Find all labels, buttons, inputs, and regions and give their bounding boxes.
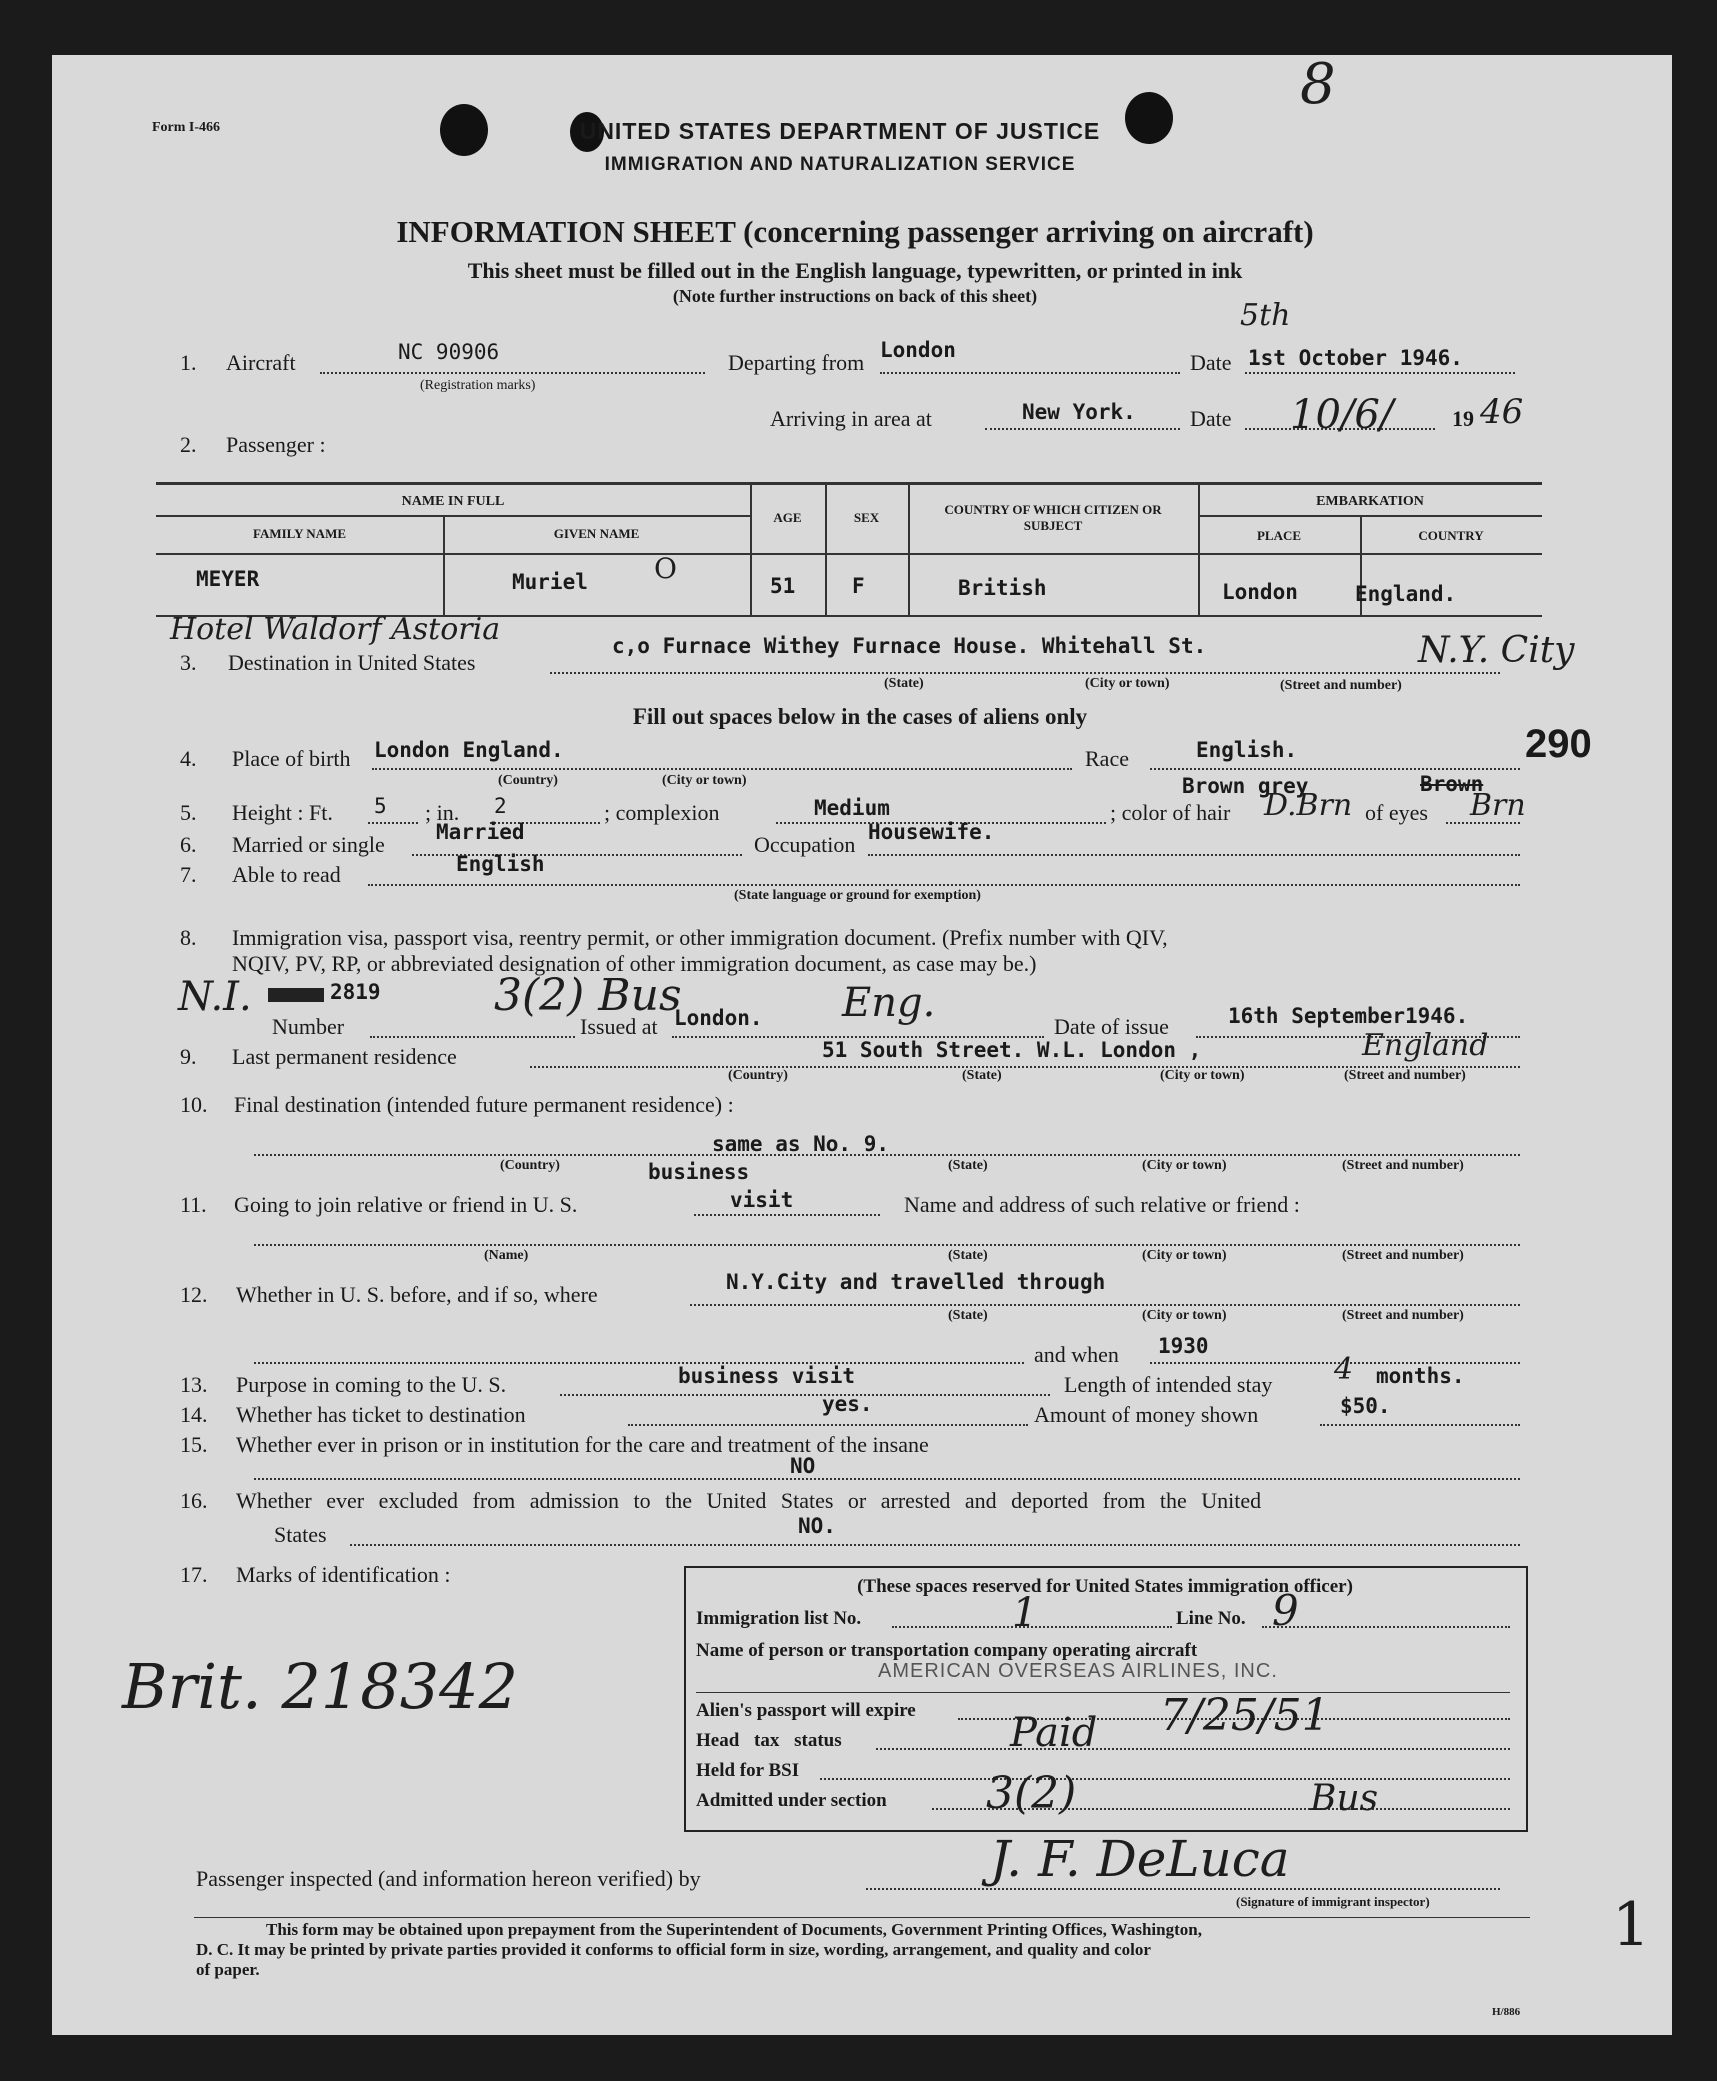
issue-date-value[interactable]: 16th September1946. bbox=[1228, 1004, 1469, 1028]
final-destination-city-caption: (City or town) bbox=[1142, 1158, 1227, 1173]
form-note: (Note further instructions on back of this sheet) bbox=[672, 286, 1038, 306]
complexion-label: ; complexion bbox=[604, 800, 720, 825]
admitted-section-label: Admitted under section bbox=[696, 1790, 887, 1811]
corner-number: 290 bbox=[1525, 722, 1592, 766]
table-col-divider-3 bbox=[825, 485, 827, 615]
item-17-number: 17. bbox=[180, 1562, 208, 1587]
departure-date-label: Date bbox=[1190, 350, 1232, 375]
prison-value[interactable]: NO bbox=[790, 1454, 816, 1478]
final-destination-country-caption: (Country) bbox=[500, 1158, 560, 1173]
item-5-number: 5. bbox=[180, 800, 197, 825]
departing-field-line bbox=[880, 372, 1180, 374]
document-prefix-handwritten: N.I. bbox=[178, 974, 252, 1020]
excluded-value[interactable]: NO. bbox=[798, 1514, 836, 1538]
destination-street-caption: (Street and number) bbox=[1280, 678, 1402, 693]
money-field-line bbox=[1320, 1424, 1520, 1426]
previous-visit-state-caption: (State) bbox=[948, 1308, 988, 1323]
final-destination-label: Final destination (intended future permanent residence) : bbox=[234, 1092, 734, 1117]
document-number-label: Number bbox=[272, 1014, 345, 1039]
margin-handwritten-mark: 1 bbox=[1612, 1890, 1651, 1960]
eyes-typed-value[interactable]: Brown bbox=[1420, 772, 1484, 796]
document-instructions-1: Immigration visa, passport visa, reentry permit, or other immigration document. (Prefix number with QIV, bbox=[232, 925, 1168, 950]
item-14-number: 14. bbox=[180, 1402, 208, 1427]
departure-date-line bbox=[1245, 372, 1515, 374]
purpose-label: Purpose in coming to the U. S. bbox=[236, 1372, 507, 1397]
service-heading: IMMIGRATION AND NATURALIZATION SERVICE bbox=[604, 154, 1076, 175]
arrival-date-label: Date bbox=[1190, 406, 1232, 431]
col-country-citizen: COUNTRY OF WHICH CITIZEN OR SUBJECT bbox=[944, 502, 1162, 533]
item-15-number: 15. bbox=[180, 1432, 208, 1457]
col-name-in-full: NAME IN FULL bbox=[401, 494, 505, 509]
relative-state-caption: (State) bbox=[948, 1248, 988, 1263]
last-residence-street-caption: (Street and number) bbox=[1344, 1068, 1466, 1083]
embark-country-value[interactable]: England. bbox=[1355, 582, 1457, 606]
birthplace-value[interactable]: London England. bbox=[374, 738, 564, 762]
relative-name-address-label: Name and address of such relative or friend : bbox=[904, 1192, 1300, 1217]
table-col-divider-2 bbox=[750, 485, 752, 615]
prison-label: Whether ever in prison or in institution for the care and treatment of the insane bbox=[236, 1432, 929, 1457]
arrival-date-value[interactable]: 10/6/ bbox=[1290, 392, 1394, 438]
hair-typed-value[interactable]: Brown grey bbox=[1182, 774, 1309, 798]
excluded-field-line bbox=[350, 1544, 1520, 1546]
height-in-label: ; in. bbox=[425, 800, 460, 825]
identification-handwritten[interactable]: Brit. 218342 bbox=[122, 1650, 519, 1723]
arrival-year-prefix: 19 bbox=[1452, 406, 1474, 431]
age-value[interactable]: 51 bbox=[770, 574, 796, 598]
line-number-line bbox=[1262, 1626, 1510, 1628]
document-number-typed[interactable]: 2819 bbox=[330, 980, 381, 1004]
previous-visit-value[interactable]: N.Y.City and travelled through bbox=[726, 1270, 1106, 1294]
stay-value[interactable]: months. bbox=[1376, 1364, 1465, 1388]
document-prefix-strike bbox=[268, 988, 324, 1002]
relative-name-caption: (Name) bbox=[484, 1248, 529, 1263]
item-2-number: 2. bbox=[180, 432, 197, 457]
occupation-field-line bbox=[868, 854, 1520, 856]
previous-visit-when-label: and when bbox=[1034, 1342, 1119, 1367]
ticket-field-line bbox=[628, 1424, 1028, 1426]
item-6-number: 6. bbox=[180, 832, 197, 857]
admitted-section-suffix[interactable]: Bus bbox=[1310, 1778, 1379, 1819]
col-given-name: GIVEN NAME bbox=[553, 526, 640, 541]
item-1-number: 1. bbox=[180, 350, 197, 375]
document-number-line bbox=[370, 1036, 575, 1038]
last-residence-state-caption: (State) bbox=[962, 1068, 1002, 1083]
purpose-field-line bbox=[560, 1394, 1050, 1396]
issue-date-label: Date of issue bbox=[1054, 1014, 1169, 1039]
col-place: PLACE bbox=[1256, 528, 1302, 543]
previous-visit-city-caption: (City or town) bbox=[1142, 1308, 1227, 1323]
prison-field-line bbox=[254, 1478, 1520, 1480]
departure-date-value[interactable]: 1st October 1946. bbox=[1248, 346, 1463, 370]
last-residence-country-caption: (Country) bbox=[728, 1068, 788, 1083]
money-value[interactable]: $50. bbox=[1340, 1394, 1391, 1418]
line-number-value[interactable]: 9 bbox=[1272, 1586, 1299, 1635]
footer-rule bbox=[194, 1917, 1530, 1918]
item-13-number: 13. bbox=[180, 1372, 208, 1397]
relative-name-address-line bbox=[254, 1244, 1520, 1246]
head-tax-value[interactable]: Paid bbox=[1010, 1710, 1098, 1756]
inspection-label: Passenger inspected (and information hereon verified) by bbox=[196, 1866, 701, 1891]
relative-label: Going to join relative or friend in U. S. bbox=[234, 1192, 578, 1217]
issued-at-label: Issued at bbox=[580, 1014, 658, 1039]
departing-value[interactable]: London bbox=[880, 338, 956, 362]
footer-line-3: of paper. bbox=[196, 1960, 260, 1979]
footer-code: H/886 bbox=[1492, 2006, 1521, 2018]
previous-visit-line-2 bbox=[254, 1362, 1024, 1364]
immigration-list-label: Immigration list No. bbox=[696, 1608, 862, 1629]
hair-handwritten-value[interactable]: D.Brn bbox=[1264, 788, 1353, 823]
height-ft-value[interactable]: 5 bbox=[374, 794, 387, 818]
item-16-number: 16. bbox=[180, 1488, 208, 1513]
table-subheader-rule-right bbox=[1198, 515, 1542, 517]
issued-at-value[interactable]: London. bbox=[674, 1006, 763, 1030]
table-subheader-rule-left bbox=[156, 515, 750, 517]
registration-caption: (Registration marks) bbox=[420, 378, 536, 393]
form-title: INFORMATION SHEET (concerning passenger arriving on aircraft) bbox=[396, 214, 1314, 249]
birthplace-field-line bbox=[372, 768, 1072, 770]
destination-state-caption: (State) bbox=[884, 676, 924, 691]
form-subtitle: This sheet must be filled out in the English language, typewritten, or printed in ink bbox=[467, 258, 1243, 283]
departure-date-correction: 5th bbox=[1240, 298, 1291, 333]
head-tax-line bbox=[876, 1748, 1510, 1750]
money-label: Amount of money shown bbox=[1034, 1402, 1259, 1427]
relative-value-top[interactable]: business bbox=[648, 1160, 750, 1184]
departing-label: Departing from bbox=[728, 350, 865, 375]
excluded-label-line2: States bbox=[274, 1522, 327, 1547]
read-caption: (State language or ground for exemption) bbox=[734, 888, 981, 903]
height-in-value[interactable]: 2 bbox=[494, 794, 507, 818]
corner-handwritten-mark: 8 bbox=[1300, 52, 1336, 117]
stay-label: Length of intended stay bbox=[1064, 1372, 1273, 1397]
race-value[interactable]: English. bbox=[1196, 738, 1298, 762]
item-10-number: 10. bbox=[180, 1092, 208, 1117]
final-destination-street-caption: (Street and number) bbox=[1342, 1158, 1464, 1173]
previous-visit-line bbox=[690, 1304, 1520, 1306]
birthplace-country-caption: (Country) bbox=[498, 773, 558, 788]
ticket-value[interactable]: yes. bbox=[822, 1392, 873, 1416]
complexion-value[interactable]: Medium bbox=[814, 796, 890, 820]
destination-handwritten-hotel: Hotel Waldorf Astoria bbox=[170, 612, 501, 647]
sex-value[interactable]: F bbox=[852, 574, 865, 598]
signature-caption: (Signature of immigrant inspector) bbox=[1236, 1894, 1430, 1909]
col-family-name: FAMILY NAME bbox=[252, 526, 347, 541]
destination-value[interactable]: c,o Furnace Withey Furnace House. Whitehall St. bbox=[612, 634, 1207, 658]
arrival-year-suffix[interactable]: 46 bbox=[1480, 392, 1524, 432]
item-12-number: 12. bbox=[180, 1282, 208, 1307]
destination-handwritten-city: N.Y. City bbox=[1418, 630, 1575, 671]
officer-box-heading: (These spaces reserved for United States immigration officer) bbox=[857, 1576, 1353, 1597]
birthplace-label: Place of birth bbox=[232, 746, 351, 771]
form-id: Form I-466 bbox=[152, 120, 221, 135]
inspector-signature[interactable]: J. F. DeLuca bbox=[990, 1830, 1290, 1888]
eyes-handwritten-value[interactable]: Brn bbox=[1470, 788, 1526, 823]
aliens-only-heading: Fill out spaces below in the cases of aliens only bbox=[632, 704, 1088, 729]
admitted-section-value[interactable]: 3(2) bbox=[986, 1768, 1077, 1819]
previous-visit-label: Whether in U. S. before, and if so, where bbox=[236, 1282, 598, 1307]
immigration-list-value[interactable]: 1 bbox=[1012, 1590, 1038, 1636]
excluded-label-line1: Whether ever excluded from admission to the United States or arrested and deported from the United bbox=[236, 1488, 1262, 1513]
item-9-number: 9. bbox=[180, 1044, 197, 1069]
punch-hole-right bbox=[1125, 92, 1173, 144]
family-name-value[interactable]: MEYER bbox=[196, 567, 260, 591]
read-label: Able to read bbox=[232, 862, 341, 887]
head-tax-label: Head tax status bbox=[696, 1730, 842, 1751]
last-residence-city-caption: (City or town) bbox=[1160, 1068, 1245, 1083]
relative-field-line bbox=[694, 1214, 880, 1216]
aircraft-field-line bbox=[320, 372, 705, 374]
final-destination-value[interactable]: same as No. 9. bbox=[712, 1132, 890, 1156]
height-label: Height : Ft. bbox=[232, 800, 333, 825]
stay-handwritten[interactable]: 4 bbox=[1334, 1352, 1354, 1387]
document-instructions-2: NQIV, PV, RP, or abbreviated designation of other immigration document, as case may be.) bbox=[232, 951, 1037, 976]
col-country: COUNTRY bbox=[1418, 528, 1484, 543]
item-11-number: 11. bbox=[180, 1192, 207, 1217]
punch-hole-left bbox=[440, 104, 488, 156]
occupation-label: Occupation bbox=[754, 832, 856, 857]
item-7-number: 7. bbox=[180, 862, 197, 887]
held-bsi-line bbox=[820, 1778, 1510, 1780]
aircraft-label: Aircraft bbox=[226, 350, 296, 375]
embark-place-value[interactable]: London bbox=[1222, 580, 1298, 604]
footer-line-2: D. C. It may be printed by private parties provided it conforms to official form in size, wording, arrangement, and quality and color bbox=[196, 1940, 1151, 1959]
arriving-label: Arriving in area at bbox=[770, 406, 932, 431]
arriving-value[interactable]: New York. bbox=[1022, 400, 1136, 424]
line-number-label: Line No. bbox=[1176, 1608, 1246, 1629]
citizen-value[interactable]: British bbox=[958, 576, 1047, 600]
footer-line-1: This form may be obtained upon prepayment from the Superintendent of Documents, Government Printing Offices, Washington, bbox=[266, 1920, 1202, 1939]
operator-stamp[interactable]: AMERICAN OVERSEAS AIRLINES, INC. bbox=[878, 1660, 1278, 1682]
item-3-number: 3. bbox=[180, 650, 197, 675]
relative-city-caption: (City or town) bbox=[1142, 1248, 1227, 1263]
table-top-rule bbox=[156, 482, 1542, 485]
final-destination-state-caption: (State) bbox=[948, 1158, 988, 1173]
purpose-value[interactable]: business visit bbox=[678, 1364, 856, 1388]
passport-expire-label: Alien's passport will expire bbox=[696, 1700, 916, 1721]
col-age: AGE bbox=[773, 510, 802, 525]
department-heading: UNITED STATES DEPARTMENT OF JUSTICE bbox=[579, 118, 1101, 144]
race-field-line bbox=[1150, 768, 1520, 770]
last-residence-handwritten: England bbox=[1362, 1028, 1489, 1063]
marital-value[interactable]: Married bbox=[436, 820, 525, 844]
relative-street-caption: (Street and number) bbox=[1342, 1248, 1464, 1263]
col-embarkation: EMBARKATION bbox=[1316, 494, 1424, 509]
col-sex: SEX bbox=[853, 510, 880, 525]
marital-label: Married or single bbox=[232, 832, 385, 857]
given-name-value[interactable]: Muriel bbox=[512, 570, 588, 594]
destination-city-caption: (City or town) bbox=[1085, 676, 1170, 691]
operator-line bbox=[696, 1692, 1510, 1693]
table-header-bottom-rule bbox=[156, 553, 1542, 555]
signature-line bbox=[866, 1888, 1500, 1890]
table-col-divider-4 bbox=[908, 485, 910, 615]
hair-color-label: ; color of hair bbox=[1110, 800, 1231, 825]
eyes-color-label: of eyes bbox=[1365, 800, 1428, 825]
item-4-number: 4. bbox=[180, 746, 197, 771]
item-8-number: 8. bbox=[180, 925, 197, 950]
birthplace-city-caption: (City or town) bbox=[662, 773, 747, 788]
held-bsi-label: Held for BSI bbox=[696, 1760, 800, 1781]
height-ft-line bbox=[368, 822, 418, 824]
document-section-handwritten: 3(2) Bus bbox=[494, 970, 682, 1021]
read-field-line bbox=[368, 884, 1520, 886]
passenger-label: Passenger : bbox=[226, 432, 326, 457]
last-residence-value[interactable]: 51 South Street. W.L. London , bbox=[822, 1038, 1202, 1062]
issued-at-handwritten: Eng. bbox=[842, 980, 936, 1026]
race-label: Race bbox=[1085, 746, 1129, 771]
identification-label: Marks of identification : bbox=[236, 1562, 451, 1587]
ticket-label: Whether has ticket to destination bbox=[236, 1402, 526, 1427]
operator-label: Name of person or transportation company operating aircraft bbox=[696, 1640, 1198, 1661]
arriving-field-line bbox=[985, 428, 1180, 430]
destination-field-line bbox=[550, 672, 1500, 674]
aircraft-value[interactable]: NC 90906 bbox=[398, 340, 500, 364]
destination-label: Destination in United States bbox=[228, 650, 476, 675]
given-name-mark: O bbox=[654, 552, 677, 585]
last-residence-label: Last permanent residence bbox=[232, 1044, 457, 1069]
occupation-value[interactable]: Housewife. bbox=[868, 820, 995, 844]
relative-value[interactable]: visit bbox=[730, 1188, 794, 1212]
previous-visit-street-caption: (Street and number) bbox=[1342, 1308, 1464, 1323]
read-value[interactable]: English bbox=[456, 852, 545, 876]
previous-visit-when-value[interactable]: 1930 bbox=[1158, 1334, 1209, 1358]
passport-expire-value[interactable]: 7/25/51 bbox=[1160, 1690, 1330, 1741]
